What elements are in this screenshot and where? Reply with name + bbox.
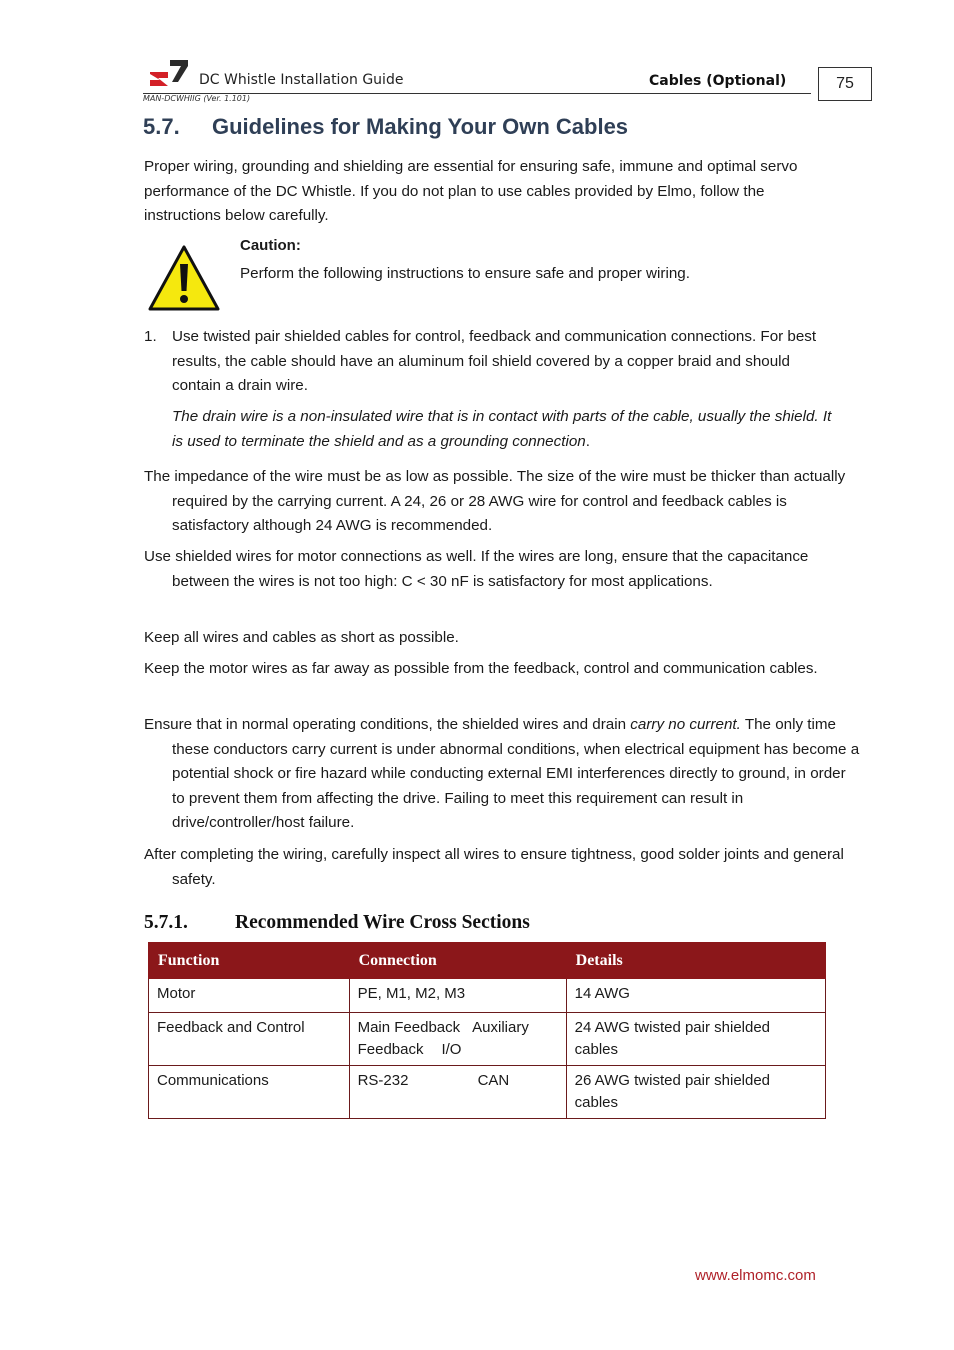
list-item-text: Use twisted pair shielded cables for control, feedback and communication connections. For best results, the cable should have an aluminum foil shield covered by a copper braid and should contain a drain wire. bbox=[172, 328, 817, 394]
connection-line bbox=[358, 1070, 558, 1092]
table-header-row bbox=[149, 943, 826, 979]
subsection-number: 5.7.1. bbox=[144, 912, 188, 933]
list-item-number: 1. bbox=[144, 328, 157, 345]
section-number: 5.7. bbox=[143, 114, 180, 139]
current-text-after: The only time these conductors carry current is under abnormal conditions, when electrical equipment has become a potential shock or fire hazard while conducting external EMI interferences directly to ground, in order to prevent them from affecting the drive. Failing to meet this requirement can result in drive/controller/host failure. bbox=[172, 716, 860, 831]
current-text-before: Ensure that in normal operating conditions, the shielded wires and drain bbox=[144, 716, 631, 733]
header-version: MAN-DCWHIIG (Ver. 1.101) bbox=[143, 94, 251, 103]
elmo-logo-icon bbox=[148, 58, 190, 88]
cell-details: 14 AWG bbox=[566, 979, 825, 1013]
cell-connection bbox=[349, 1013, 566, 1066]
subsection-title: Recommended Wire Cross Sections bbox=[235, 912, 530, 933]
header-details: Details bbox=[566, 943, 825, 979]
cell-details: 26 AWG twisted pair shielded cables bbox=[566, 1066, 825, 1119]
cell-connection: PE, M1, M2, M3 bbox=[349, 979, 566, 1013]
paragraph-motor-distance: Keep the motor wires as far away as possible from the feedback, control and communication cables. bbox=[144, 660, 818, 677]
note-text: The drain wire is a non-insulated wire that is in contact with parts of the cable, usually the shield. It is used to terminate the shield and as a grounding connection bbox=[172, 408, 832, 450]
connection-line bbox=[358, 1039, 558, 1061]
header-connection: Connection bbox=[349, 943, 566, 979]
current-text-italic: carry no current. bbox=[630, 716, 741, 733]
section-title: Guidelines for Making Your Own Cables bbox=[212, 114, 629, 139]
connection-line bbox=[358, 1017, 558, 1039]
header-section: Cables (Optional) bbox=[649, 73, 787, 89]
cell-function: Motor bbox=[149, 979, 350, 1013]
caution-title: Caution: bbox=[240, 237, 301, 254]
section-heading bbox=[143, 114, 628, 140]
list-item-note bbox=[172, 405, 832, 454]
paragraph-motor-shielding: Use shielded wires for motor connections as well. If the wires are long, ensure that the capacitance between the wires is not too high: C < 30 nF is satisfactory for most applications. bbox=[144, 548, 809, 590]
connection-b: CAN bbox=[477, 1072, 510, 1089]
cell-function: Communications bbox=[149, 1066, 350, 1119]
paragraph-impedance: The impedance of the wire must be as low as possible. The size of the wire must be thicker than actually required by the carrying current. A 24, 26 or 28 AWG wire for control and feedback cables is satisfactory although 24 AWG is recommended. bbox=[144, 468, 846, 534]
table-row bbox=[149, 1066, 826, 1119]
paragraph-short-wires: Keep all wires and cables as short as possible. bbox=[144, 629, 459, 646]
warning-triangle-icon bbox=[147, 244, 221, 312]
footer-website-link[interactable]: www.elmomc.com bbox=[695, 1267, 816, 1284]
caution-text: Perform the following instructions to ensure safe and proper wiring. bbox=[240, 265, 690, 282]
table-row bbox=[149, 979, 826, 1013]
header-doc-title: DC Whistle Installation Guide bbox=[199, 72, 404, 88]
cell-connection bbox=[349, 1066, 566, 1119]
subsection-heading bbox=[144, 912, 530, 934]
header-function: Function bbox=[149, 943, 350, 979]
page-number: 75 bbox=[818, 67, 872, 101]
connection-d: I/O bbox=[441, 1041, 462, 1058]
paragraph-inspect: After completing the wiring, carefully inspect all wires to ensure tightness, good solder joints and general safety. bbox=[144, 846, 844, 888]
intro-paragraph: Proper wiring, grounding and shielding are essential for ensuring safe, immune and optimal servo performance of the DC Whistle. If you do not plan to use cables provided by Elmo, follow the instructions below carefully. bbox=[144, 158, 798, 224]
table-row bbox=[149, 1013, 826, 1066]
connection-a: Main Feedback bbox=[357, 1019, 461, 1036]
connection-b: Auxiliary bbox=[472, 1019, 529, 1036]
wire-cross-section-table bbox=[148, 942, 826, 1119]
connection-c: Feedback bbox=[357, 1041, 424, 1058]
cell-details: 24 AWG twisted pair shielded cables bbox=[566, 1013, 825, 1066]
cell-function: Feedback and Control bbox=[149, 1013, 350, 1066]
note-end: . bbox=[585, 432, 590, 450]
connection-a: RS-232 bbox=[357, 1072, 409, 1089]
paragraph-no-current bbox=[144, 713, 862, 836]
